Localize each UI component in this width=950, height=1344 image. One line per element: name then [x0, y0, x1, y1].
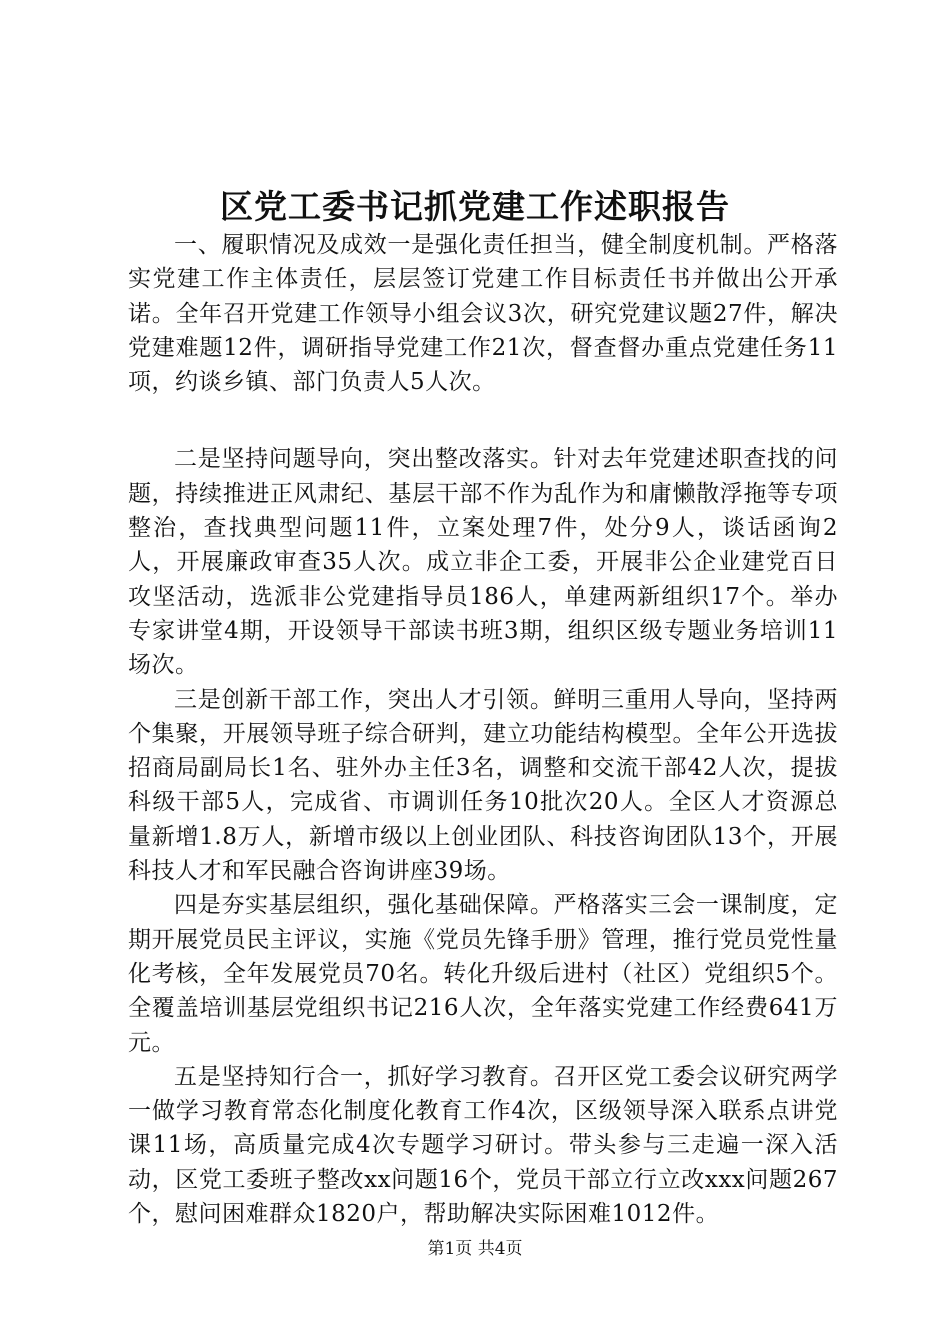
paragraph-3: 三是创新干部工作，突出人才引领。鲜明三重用人导向，坚持两个集聚，开展领导班子综合研判，建立功能结构模型。全年公开选拔招商局副局长1名、驻外办主任3名，调整和交流干部42人次，提拔科级干部5人，完成省、市调训任务10批次20人。全区人才资源总量新增1.8万人，新增市级以上创业团队、科技咨询团队13个，开展科技人才和军民融合咨询讲座39场。: [128, 686, 838, 885]
paragraph-4: 四是夯实基层组织，强化基础保障。严格落实三会一课制度，定期开展党员民主评议，实施《党员先锋手册》管理，推行党员党性量化考核，全年发展党员70名。转化升级后进村（社区）党组织5个。全覆盖培训基层党组织书记216人次，全年落实党建工作经费641万元。: [128, 892, 838, 1056]
page-number-footer: 第1页 共4页: [427, 1239, 523, 1259]
paragraph-5: 五是坚持知行合一，抓好学习教育。召开区党工委会议研究两学一做学习教育常态化制度化教育工作4次，区级领导深入联系点讲党课11场，高质量完成4次专题学习研讨。带头参与三走遍一深入活动，区党工委班子整改xx问题16个，党员干部立行立改xxx问题267个，慰问困难群众1820户，帮助解决实际困难1012件。: [128, 1063, 838, 1228]
document-title: 区党工委书记抓党建工作述职报告: [220, 187, 730, 226]
paragraph-1: 一、履职情况及成效一是强化责任担当，健全制度机制。严格落实党建工作主体责任，层层签订党建工作目标责任书并做出公开承诺。全年召开党建工作领导小组会议3次，研究党建议题27件，解决党建难题12件，调研指导党建工作21次，督查督办重点党建任务11项，约谈乡镇、部门负责人5人次。: [128, 232, 838, 396]
document-body: [128, 228, 838, 1231]
paragraph-2: 二是坚持问题导向，突出整改落实。针对去年党建述职查找的问题，持续推进正风肃纪、基层干部不作为乱作为和庸懒散浮拖等专项整治，查找典型问题11件，立案处理7件，处分9人，谈话函询2人，开展廉政审查35人次。成立非企工委，开展非公企业建党百日攻坚活动，选派非公党建指导员186人，单建两新组织17个。举办专家讲堂4期，开设领导干部读书班3期，组织区级专题业务培训11场次。: [128, 446, 838, 679]
